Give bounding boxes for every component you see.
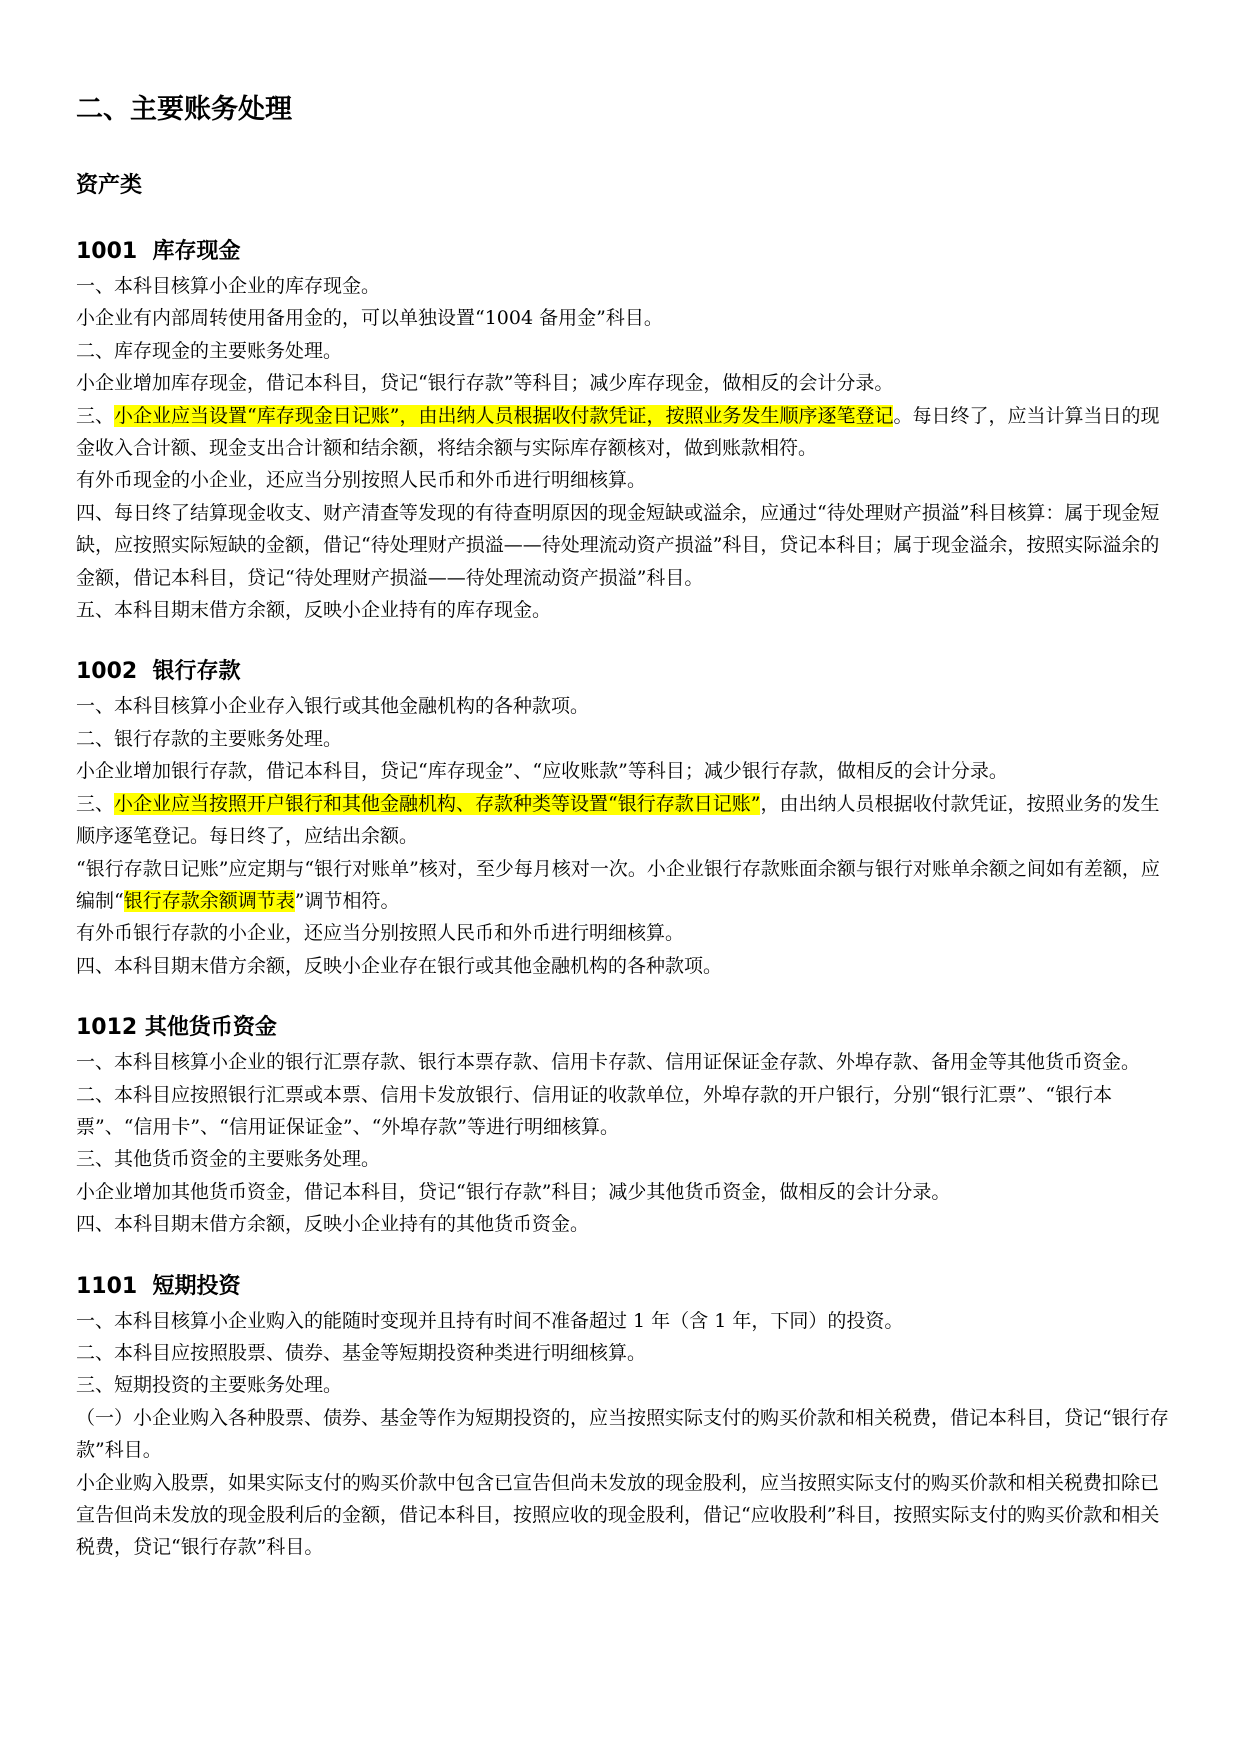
paragraph xyxy=(76,690,1176,722)
paragraph xyxy=(76,1369,1176,1401)
section-1001 xyxy=(76,234,1176,626)
paragraph xyxy=(76,755,1176,787)
highlighted-text: 银行存款余额调节表 xyxy=(123,889,295,912)
paragraph xyxy=(76,367,1176,399)
section-title: 1101 短期投资 xyxy=(76,1273,241,1299)
section-body xyxy=(76,690,1176,982)
paragraph xyxy=(76,497,1176,594)
paragraph xyxy=(76,950,1176,982)
paragraph xyxy=(76,270,1176,302)
section-1002 xyxy=(76,654,1176,982)
paragraph xyxy=(76,917,1176,949)
paragraph xyxy=(76,1467,1176,1564)
category-heading: 资产类 xyxy=(76,173,143,198)
text-run: 三、短期投资的主要账务处理。 xyxy=(76,1374,343,1397)
text-run: 二、库存现金的主要账务处理。 xyxy=(76,339,343,362)
highlighted-text: 小企业应当设置“库存现金日记账”，由出纳人员根据收付款凭证，按照业务发生顺序逐笔登记 xyxy=(114,404,894,427)
text-run: 一、本科目核算小企业购入的能随时变现并且持有时间不准备超过 1 年（含 1 年，下同）的投资。 xyxy=(76,1309,904,1332)
paragraph xyxy=(76,1143,1176,1175)
text-run: 小企业有内部周转使用备用金的，可以单独设置“1004 备用金”科目。 xyxy=(76,307,663,330)
text-run: 有外币现金的小企业，还应当分别按照人民币和外币进行明细核算。 xyxy=(76,469,647,492)
text-run: 四、本科目期末借方余额，反映小企业持有的其他货币资金。 xyxy=(76,1213,590,1236)
text-run: ，由出纳人员根据收付款凭证，按照业务的发生顺序逐笔登记。每日终了，应结出余额。 xyxy=(76,792,1160,848)
text-run: （一）小企业购入各种股票、债券、基金等作为短期投资的，应当按照实际支付的购买价款和相关税费，借记本科目，贷记“银行存款”科目。 xyxy=(76,1406,1169,1462)
paragraph xyxy=(76,594,1176,626)
text-run: 一、本科目核算小企业存入银行或其他金融机构的各种款项。 xyxy=(76,695,590,718)
text-run: 小企业增加库存现金，借记本科目，贷记“银行存款”等科目；减少库存现金，做相反的会计分录。 xyxy=(76,372,894,395)
paragraph xyxy=(76,1079,1176,1144)
section-body xyxy=(76,1046,1176,1240)
text-run: 三、其他货币资金的主要账务处理。 xyxy=(76,1148,381,1171)
text-run: 小企业购入股票，如果实际支付的购买价款中包含已宣告但尚未发放的现金股利，应当按照实际支付的购买价款和相关税费扣除已宣告但尚未发放的现金股利后的金额，借记本科目，按照应收的现金股利，借记“应收股利”科目，按照实际支付的购买价款和相关税费，贷记“银行存款”科目。 xyxy=(76,1471,1160,1559)
section-1012 xyxy=(76,1010,1176,1240)
highlighted-text: 小企业应当按照开户银行和其他金融机构、存款种类等设置“银行存款日记账” xyxy=(114,792,761,815)
text-run: 一、本科目核算小企业的库存现金。 xyxy=(76,275,381,297)
main-heading: 二、主要账务处理 xyxy=(76,94,292,125)
paragraph xyxy=(76,853,1176,918)
paragraph xyxy=(76,1176,1176,1208)
text-run: 五、本科目期末借方余额，反映小企业持有的库存现金。 xyxy=(76,599,552,622)
section-title: 1012 其他货币资金 xyxy=(76,1015,277,1041)
text-run: 二、本科目应按照银行汇票或本票、信用卡发放银行、信用证的收款单位，外埠存款的开户银行，分别“银行汇票”、“银行本票”、“信用卡”、“信用证保证金”、“外埠存款”等进行明细核算。 xyxy=(76,1083,1113,1138)
text-run: 一、本科目核算小企业的银行汇票存款、银行本票存款、信用卡存款、信用证保证金存款、外埠存款、备用金等其他货币资金。 xyxy=(76,1051,1141,1074)
text-run: 小企业增加其他货币资金，借记本科目，贷记“银行存款”科目；减少其他货币资金，做相反的会计分录。 xyxy=(76,1180,951,1203)
text-run: 小企业增加银行存款，借记本科目，贷记“库存现金”、“应收账款”等科目；减少银行存款，做相反的会计分录。 xyxy=(76,760,1008,783)
text-run: ”调节相符。 xyxy=(294,889,400,912)
paragraph xyxy=(76,788,1176,853)
text-run: 四、每日终了结算现金收支、财产清查等发现的有待查明原因的现金短缺或溢余，应通过“待处理财产损溢”科目核算：属于现金短缺，应按照实际短缺的金额，借记“待处理财产损溢——待处理流动资产损溢”科目，贷记本科目；属于现金溢余，按照实际溢余的金额，借记本科目，贷记“待处理财产损溢——待处理流动资产损溢”科目。 xyxy=(76,501,1160,589)
paragraph xyxy=(76,1402,1176,1467)
paragraph xyxy=(76,464,1176,496)
section-title: 1002 银行存款 xyxy=(76,659,241,685)
text-run: 三、 xyxy=(76,792,115,815)
paragraph xyxy=(76,1305,1176,1337)
document-body xyxy=(76,88,1176,1564)
section-body xyxy=(76,1305,1176,1564)
section-body xyxy=(76,270,1176,626)
text-run: 有外币银行存款的小企业，还应当分别按照人民币和外币进行明细核算。 xyxy=(76,922,685,945)
paragraph xyxy=(76,1046,1176,1078)
text-run: 。每日终了，应当计算当日的现金收入合计额、现金支出合计额和结余额，将结余额与实际库存额核对，做到账款相符。 xyxy=(76,404,1160,460)
text-run: 三、 xyxy=(76,404,115,427)
paragraph xyxy=(76,1337,1176,1369)
paragraph xyxy=(76,1208,1176,1240)
text-run: 二、本科目应按照股票、债券、基金等短期投资种类进行明细核算。 xyxy=(76,1341,647,1364)
paragraph xyxy=(76,400,1176,465)
section-1101 xyxy=(76,1269,1176,1564)
paragraph xyxy=(76,335,1176,367)
text-run: “银行存款日记账”应定期与“银行对账单”核对，至少每月核对一次。小企业银行存款账面余额与银行对账单余额之间如有差额，应编制“ xyxy=(76,857,1160,912)
paragraph xyxy=(76,723,1176,755)
paragraph xyxy=(76,302,1176,334)
text-run: 二、银行存款的主要账务处理。 xyxy=(76,727,343,750)
section-title: 1001 库存现金 xyxy=(76,239,241,264)
text-run: 四、本科目期末借方余额，反映小企业存在银行或其他金融机构的各种款项。 xyxy=(76,954,723,977)
